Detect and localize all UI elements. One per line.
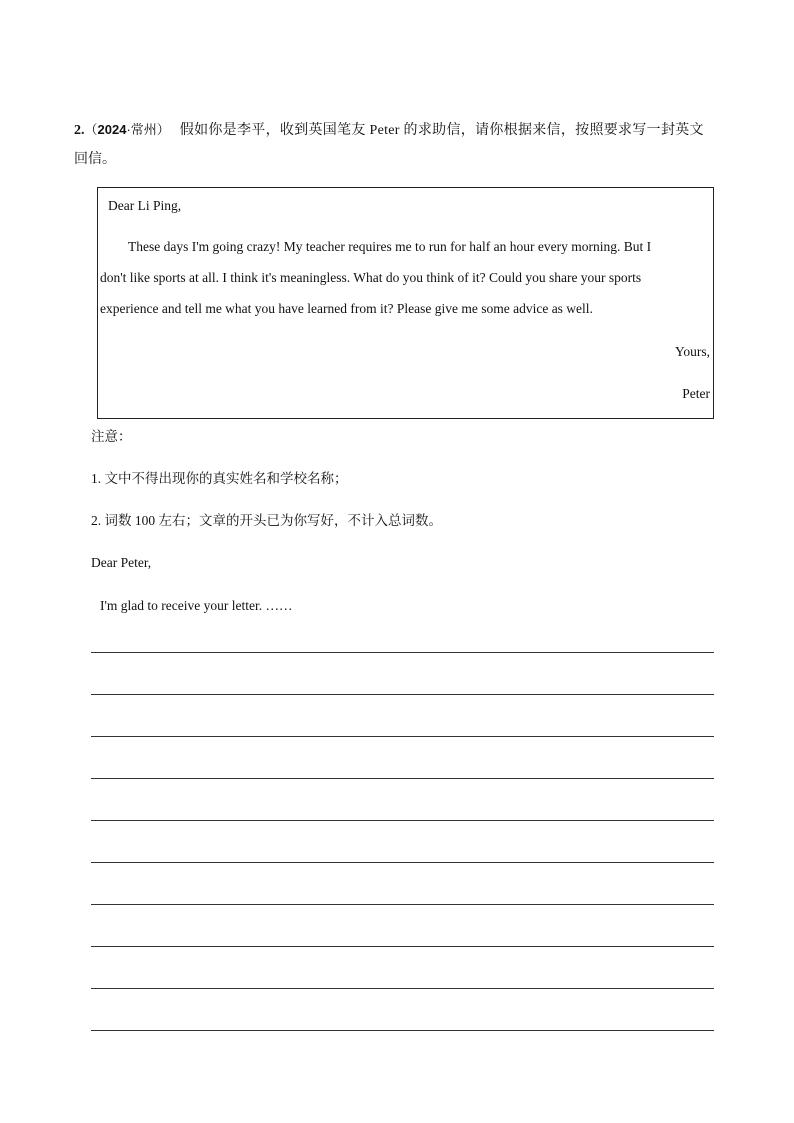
- answer-opening: I'm glad to receive your letter. ……: [100, 598, 293, 613]
- letter-body-line: experience and tell me what you have learned from it? Please give me some advice as well.: [100, 301, 593, 316]
- letter-signature: Peter: [682, 386, 710, 401]
- writing-line[interactable]: [91, 778, 714, 820]
- question-source: （2024·常州）: [84, 122, 170, 137]
- note-item: 2. 词数 100 左右；文章的开头已为你写好，不计入总词数。: [91, 513, 442, 528]
- writing-line[interactable]: [91, 652, 714, 694]
- writing-line[interactable]: [91, 904, 714, 946]
- answer-greeting: Dear Peter,: [91, 555, 152, 570]
- writing-lines[interactable]: [91, 652, 714, 1072]
- notes-title: 注意：: [91, 429, 132, 444]
- question-number: 2.: [74, 123, 85, 138]
- note-item: 1. 文中不得出现你的真实姓名和学校名称；: [91, 471, 348, 486]
- writing-line[interactable]: [91, 862, 714, 904]
- letter-body-line: don't like sports at all. I think it's meaningless. What do you think of it? Could you share your sports: [100, 270, 642, 285]
- writing-line[interactable]: [91, 1030, 714, 1072]
- writing-line[interactable]: [91, 988, 714, 1030]
- writing-line[interactable]: [91, 946, 714, 988]
- question-stem: [74, 120, 704, 141]
- question-prompt: 假如你是李平，收到英国笔友 Peter 的求助信，请你根据来信，按照要求写一封英文: [179, 123, 704, 138]
- writing-line[interactable]: [91, 694, 714, 736]
- letter-greeting: Dear Li Ping,: [108, 198, 182, 213]
- writing-line[interactable]: [91, 820, 714, 862]
- letter-closing: Yours,: [674, 344, 710, 359]
- letter-body-line: These days I'm going crazy! My teacher requires me to run for half an hour every morning. But I: [128, 239, 652, 254]
- letter-box: [97, 187, 714, 419]
- question-prompt-continued: 回信。: [74, 152, 116, 167]
- writing-line[interactable]: [91, 736, 714, 778]
